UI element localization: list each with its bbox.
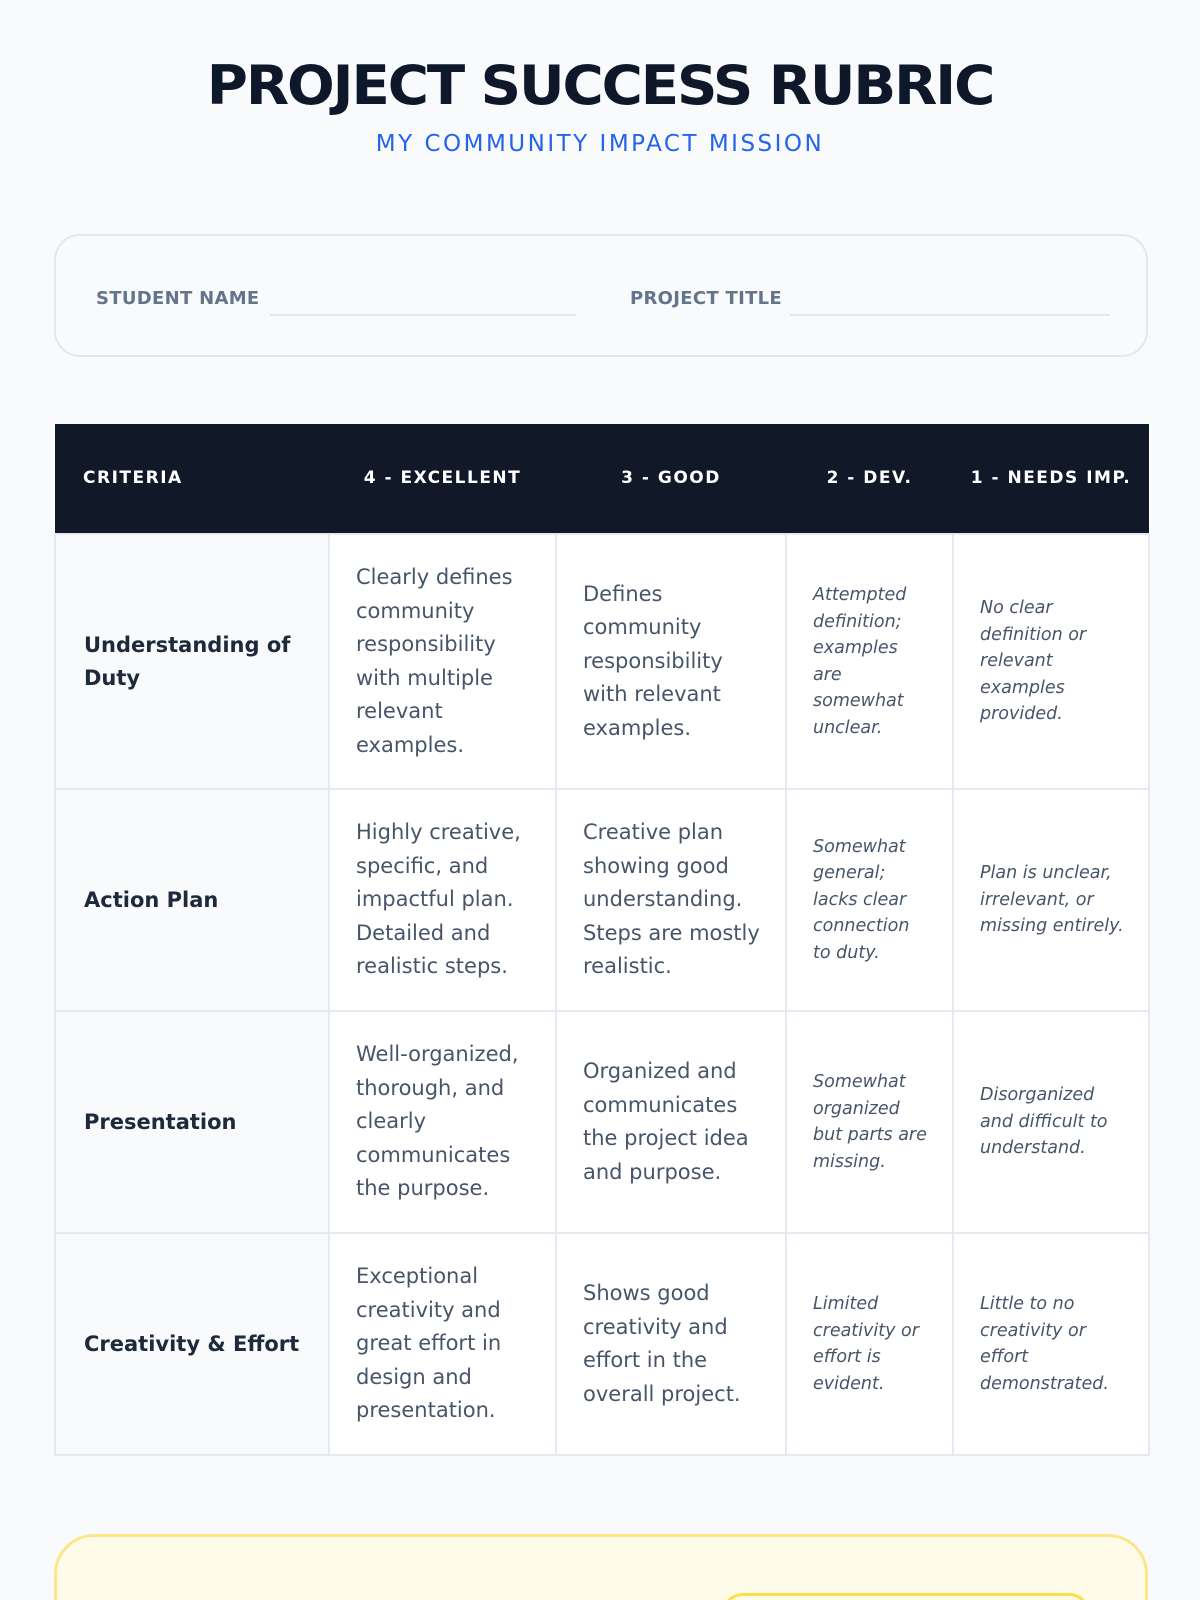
header-excellent: 4 - EXCELLENT [329, 424, 556, 534]
page-subtitle: MY COMMUNITY IMPACT MISSION [375, 131, 825, 157]
developing-cell: Attempted definition; examples are somewhat unclear. [786, 534, 953, 789]
developing-cell: Somewhat organized but parts are missing. [786, 1011, 953, 1233]
rubric-table [54, 424, 1150, 1456]
table-row [55, 534, 1149, 789]
header-criteria: CRITERIA [55, 424, 329, 534]
student-info-card [54, 234, 1148, 357]
project-title-field[interactable] [790, 314, 1110, 316]
criteria-cell: Creativity & Effort [55, 1233, 329, 1455]
student-name-label: STUDENT NAME [96, 288, 260, 309]
excellent-cell: Well-organized, thorough, and clearly communicates the purpose. [329, 1011, 556, 1233]
score-box[interactable] [721, 1593, 1091, 1600]
feedback-box [54, 1534, 1148, 1600]
excellent-cell: Clearly defines community responsibility with multiple relevant examples. [329, 534, 556, 789]
needs-improvement-cell: Plan is unclear, irrelevant, or missing entirely. [953, 789, 1149, 1011]
project-title-label: PROJECT TITLE [630, 288, 783, 309]
header-developing: 2 - DEV. [786, 424, 953, 534]
header-needs-improvement: 1 - NEEDS IMP. [953, 424, 1149, 534]
criteria-cell: Understanding of Duty [55, 534, 329, 789]
table-row [55, 789, 1149, 1011]
table-row [55, 1233, 1149, 1455]
criteria-cell: Presentation [55, 1011, 329, 1233]
good-cell: Shows good creativity and effort in the overall project. [556, 1233, 786, 1455]
excellent-cell: Exceptional creativity and great effort in design and presentation. [329, 1233, 556, 1455]
needs-improvement-cell: Disorganized and difficult to understand. [953, 1011, 1149, 1233]
developing-cell: Limited creativity or effort is evident. [786, 1233, 953, 1455]
criteria-cell: Action Plan [55, 789, 329, 1011]
good-cell: Organized and communicates the project idea and purpose. [556, 1011, 786, 1233]
table-row [55, 1011, 1149, 1233]
needs-improvement-cell: Little to no creativity or effort demonstrated. [953, 1233, 1149, 1455]
excellent-cell: Highly creative, specific, and impactful plan. Detailed and realistic steps. [329, 789, 556, 1011]
developing-cell: Somewhat general; lacks clear connection to duty. [786, 789, 953, 1011]
student-name-field[interactable] [270, 314, 576, 316]
good-cell: Defines community responsibility with relevant examples. [556, 534, 786, 789]
rubric-header-row [55, 424, 1149, 534]
good-cell: Creative plan showing good understanding. Steps are mostly realistic. [556, 789, 786, 1011]
needs-improvement-cell: No clear definition or relevant examples provided. [953, 534, 1149, 789]
page-title: PROJECT SUCCESS RUBRIC [206, 54, 994, 117]
header-good: 3 - GOOD [556, 424, 786, 534]
